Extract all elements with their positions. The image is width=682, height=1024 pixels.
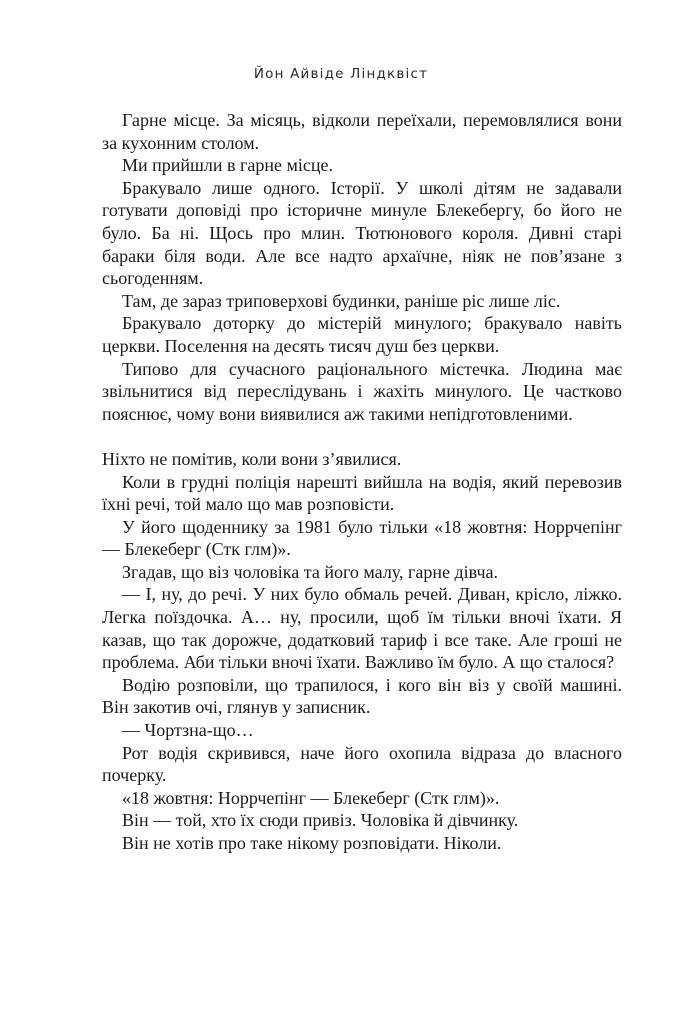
quote-paragraph: «18 жовтня: Норрчепінг — Блекеберг (Стк глм)».	[122, 787, 500, 808]
section-opening-paragraph: Ніхто не помітив, коли вони з’явилися.	[102, 448, 402, 469]
paragraph: У його щоденнику за 1981 було тільки «18 жовтня: Норрчепінг — Блекеберг (Стк глм)».	[102, 516, 622, 560]
paragraph: Бракувало лише одного. Історії. У школі дітям не задавали готувати доповіді про історичне минуле Блекебергу, бо його не було. Ба ні. Щось про млин. Тютюнового короля. Дивні старі бараки біля води. Але все надто архаїчне, ніяк не пов’язане з сьогоденням.	[102, 177, 622, 289]
paragraph: Коли в грудні поліція нарешті вийшла на водія, який перевозив їхні речі, той мало що мав розповісти.	[102, 471, 622, 515]
dialogue-paragraph: — Чортзна-що…	[122, 720, 254, 741]
paragraph: Він не хотів про таке нікому розповідати. Ніколи.	[122, 833, 502, 853]
body-text	[102, 109, 622, 855]
running-head-author: Йон Айвіде Ліндквіст	[253, 66, 429, 82]
paragraph: Він — той, хто їх сюди привіз. Чоловіка й дівчинку.	[122, 810, 519, 831]
paragraph: Бракувало доторку до містерій минулого; бракувало навіть церкви. Поселення на десять тисяч душ без церкви.	[102, 313, 622, 356]
paragraph: Типово для сучасного раціонального містечка. Людина має звільнитися від переслідувань і жахіть минулого. Це частково пояснює, чому вони виявилися аж такими непідготовленими.	[102, 358, 622, 424]
paragraph: Там, де зараз триповерхові будинки, раніше ріс лише ліс.	[122, 290, 561, 311]
paragraph: Ми прийшли в гарне місце.	[122, 155, 334, 176]
dialogue-paragraph: — І, ну, до речі. У них було обмаль речей. Диван, крісло, ліжко. Легка поїздочка. А… ну, просили, щоб їм тільки вночі їхати. Я казав, що так дорожче, додатковий тариф і все таке. Але гроші не проблема. Аби тільки вночі їхати. Важливо їм було. А що сталося?	[102, 584, 622, 673]
paragraph: Рот водія скривився, наче його охопила відраза до власного почерку.	[102, 742, 622, 786]
section-break	[102, 425, 622, 448]
paragraph: Водію розповіли, що трапилося, і кого він віз у своїй машині. Він закотив очі, глянув у записник.	[102, 674, 622, 718]
paragraph: Гарне місце. За місяць, відколи переїхали, перемовлялися вони за кухонним столом.	[102, 110, 622, 153]
paragraph: Згадав, що віз чоловіка та його малу, гарне дівча.	[122, 561, 499, 582]
